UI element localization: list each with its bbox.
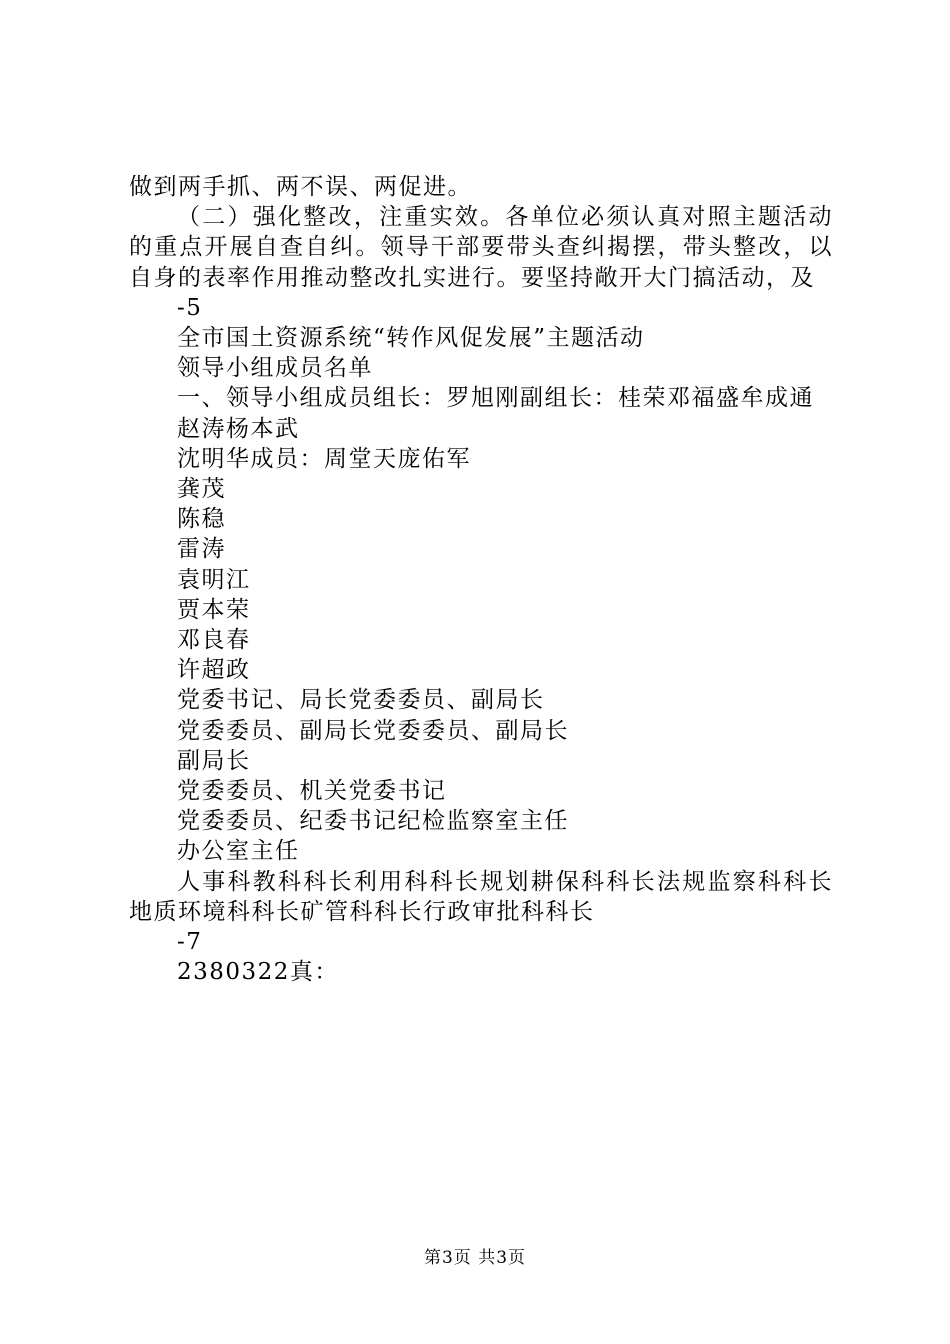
- list-item: 党委委员、副局长党委委员、副局长: [177, 717, 569, 744]
- list-item: 贾本荣: [177, 596, 251, 623]
- departments-text: 人事科教科科长利用科科长规划耕保科科长法规监察科科长地质环境科科长矿管科科长行政审批科科长: [129, 868, 833, 925]
- departments-paragraph: [129, 867, 833, 927]
- leadership-heading: [129, 383, 833, 413]
- list-item: 副局长: [177, 747, 251, 774]
- list-item: 赵涛杨本武: [177, 415, 300, 442]
- list-item: 许超政: [177, 657, 251, 684]
- leadership-text: 一、领导小组成员组长：罗旭刚副组长：桂荣邓福盛牟成通: [177, 385, 814, 412]
- list-item: 陈稳: [177, 506, 226, 533]
- list-subtitle: 领导小组成员名单: [177, 355, 373, 382]
- list-item: 袁明江: [177, 566, 251, 593]
- list-item: 办公室主任: [177, 838, 300, 865]
- paragraph-text: （二）强化整改，注重实效。各单位必须认真对照主题活动的重点开展自查自纠。领导干部要带头查纠揭摆，带头整改，以自身的表率作用推动整改扎实进行。要坚持敞开大门搞活动，及: [129, 204, 833, 291]
- list-item: 沈明华成员：周堂天庞佑军: [177, 445, 471, 472]
- list-item: 邓良春: [177, 627, 251, 654]
- page-footer: 第3页 共3页: [423, 1248, 527, 1268]
- list-item: 党委书记、局长党委委员、副局长: [177, 687, 545, 714]
- page-marker: -5: [177, 294, 203, 321]
- list-item: 雷涛: [177, 536, 226, 563]
- list-item: 龚茂: [177, 476, 226, 503]
- paragraph-line: 做到两手抓、两不误、两促进。: [129, 174, 472, 200]
- list-item: 党委委员、纪委书记纪检监察室主任: [177, 808, 569, 835]
- page-marker: -7: [177, 929, 203, 956]
- document-body: [129, 172, 833, 987]
- paragraph-rectification: [129, 202, 833, 293]
- list-title: 全市国土资源系统“转作风促发展”主题活动: [177, 325, 645, 352]
- fax-line: 2380322真：: [177, 959, 339, 986]
- list-item: 党委委员、机关党委书记: [177, 778, 447, 805]
